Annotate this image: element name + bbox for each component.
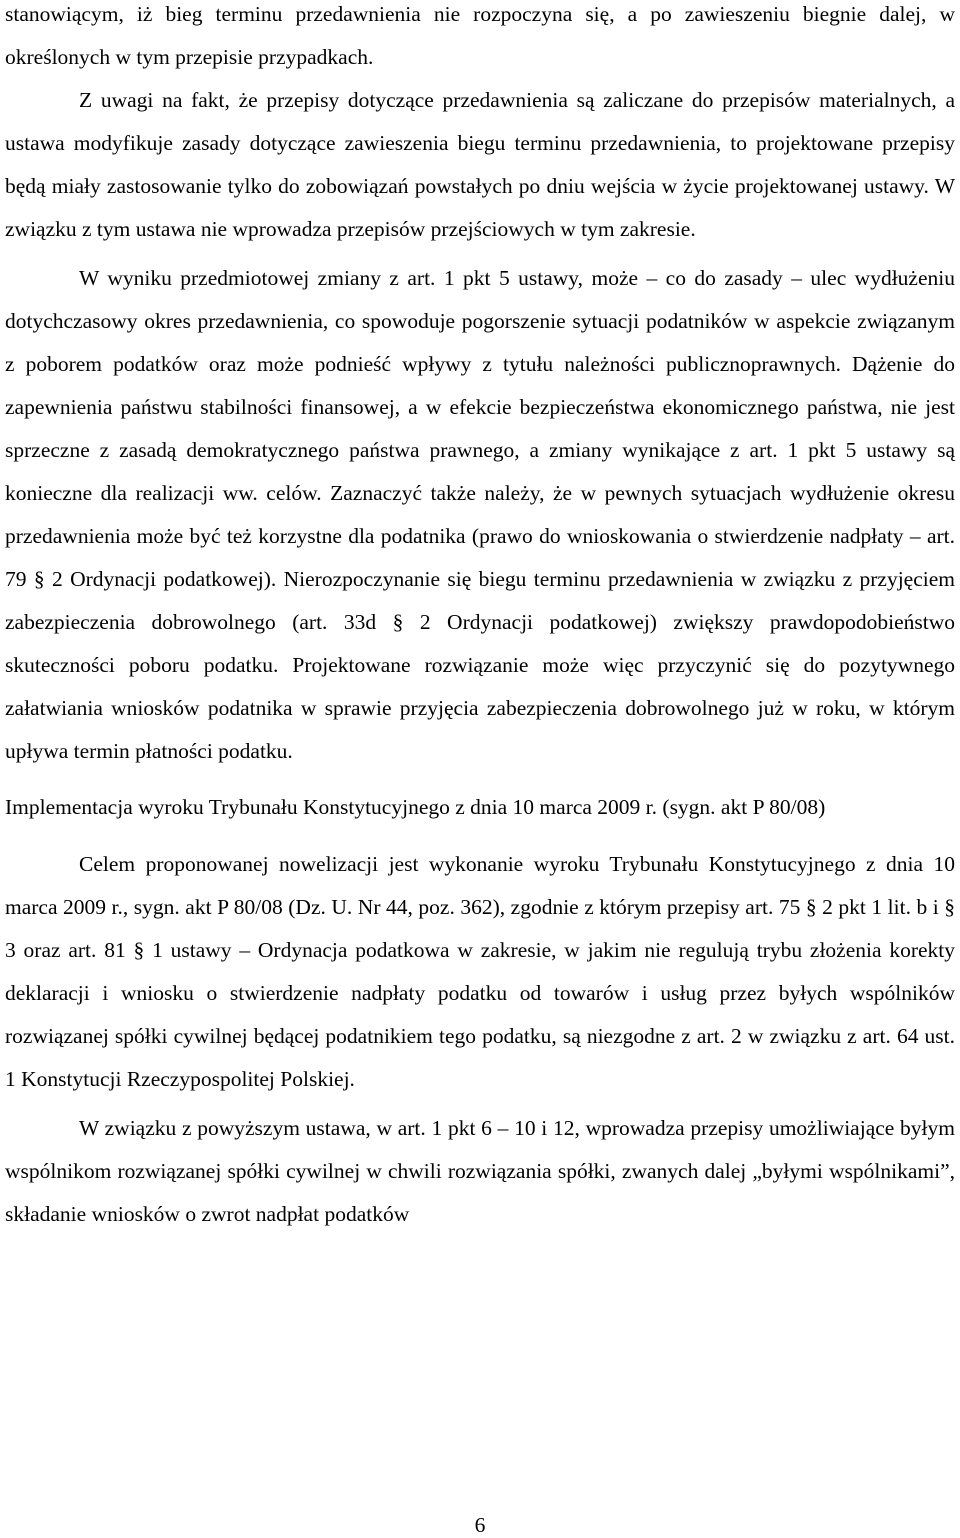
page-number: 6 (474, 1513, 486, 1537)
paragraph-continuation: stanowiącym, iż bieg terminu przedawnienia nie rozpoczyna się, a po zawieszeniu biegnie dalej, w określonych w tym przepisie przypadkach. (5, 2, 955, 69)
section-heading: Implementacja wyroku Trybunału Konstytucyjnego z dnia 10 marca 2009 r. (sygn. akt P 80/08) (5, 795, 826, 819)
paragraph-amendment-effects: W wyniku przedmiotowej zmiany z art. 1 pkt 5 ustawy, może – co do zasady – ulec wydłużeniu dotychczasowy okres przedawnienia, co spowoduje pogorszenie sytuacji podatników w aspekcie związanym z poborem podatków oraz może podnieść wpływy z tytułu należności publicznoprawnych. Dążenie do zapewnienia państwu stabilności finansowej, a w efekcie bezpieczeństwa ekonomicznego państwa, nie jest sprzeczne z zasadą demokratycznego państwa prawnego, a zmiany wynikające z art. 1 pkt 5 ustawy są konieczne dla realizacji ww. celów. Zaznaczyć także należy, że w pewnych sytuacjach wydłużenie okresu przedawnienia może być też korzystne dla podatnika (prawo do wnioskowania o stwierdzenie nadpłaty – art. 79 § 2 Ordynacji podatkowej). Nierozpoczynanie się biegu terminu przedawnienia w związku z przyjęciem zabezpieczenia dobrowolnego (art. 33d § 2 Ordynacji podatkowej) zwiększy prawdopodobieństwo skuteczności poboru podatku. Projektowane rozwiązanie może więc przyczynić się do pozytywnego załatwiania wniosków podatnika w sprawie przyjęcia zabezpieczenia dobrowolnego już w roku, w którym upływa termin płatności podatku. (5, 266, 955, 763)
paragraph-limitation-rules: Z uwagi na fakt, że przepisy dotyczące przedawnienia są zaliczane do przepisów materialnych, a ustawa modyfikuje zasady dotyczące zawieszenia biegu terminu przedawnienia, to projektowane przepisy będą miały zastosowanie tylko do zobowiązań powstałych po dniu wejścia w życie projektowanej ustawy. W związku z tym ustawa nie wprowadza przepisów przejściowych w tym zakresie. (5, 88, 955, 241)
paragraph-former-partners: W związku z powyższym ustawa, w art. 1 pkt 6 – 10 i 12, wprowadza przepisy umożliwiające byłym wspólnikom rozwiązanej spółki cywilnej w chwili rozwiązania spółki, zwanych dalej „byłymi wspólnikami”, składanie wniosków o zwrot nadpłat podatków (5, 1116, 955, 1226)
paragraph-tribunal-ruling: Celem proponowanej nowelizacji jest wykonanie wyroku Trybunału Konstytucyjnego z dnia 10 marca 2009 r., sygn. akt P 80/08 (Dz. U. Nr 44, poz. 362), zgodnie z którym przepisy art. 75 § 2 pkt 1 lit. b i § 3 oraz art. 81 § 1 ustawy – Ordynacja podatkowa w zakresie, w jakim nie regulują trybu złożenia korekty deklaracji i wniosku o stwierdzenie nadpłaty podatku od towarów i usług przez byłych wspólników rozwiązanej spółki cywilnej będącej podatnikiem tego podatku, są niezgodne z art. 2 w związku z art. 64 ust. 1 Konstytucji Rzeczypospolitej Polskiej. (5, 852, 955, 1091)
document-page (5, 0, 955, 1236)
